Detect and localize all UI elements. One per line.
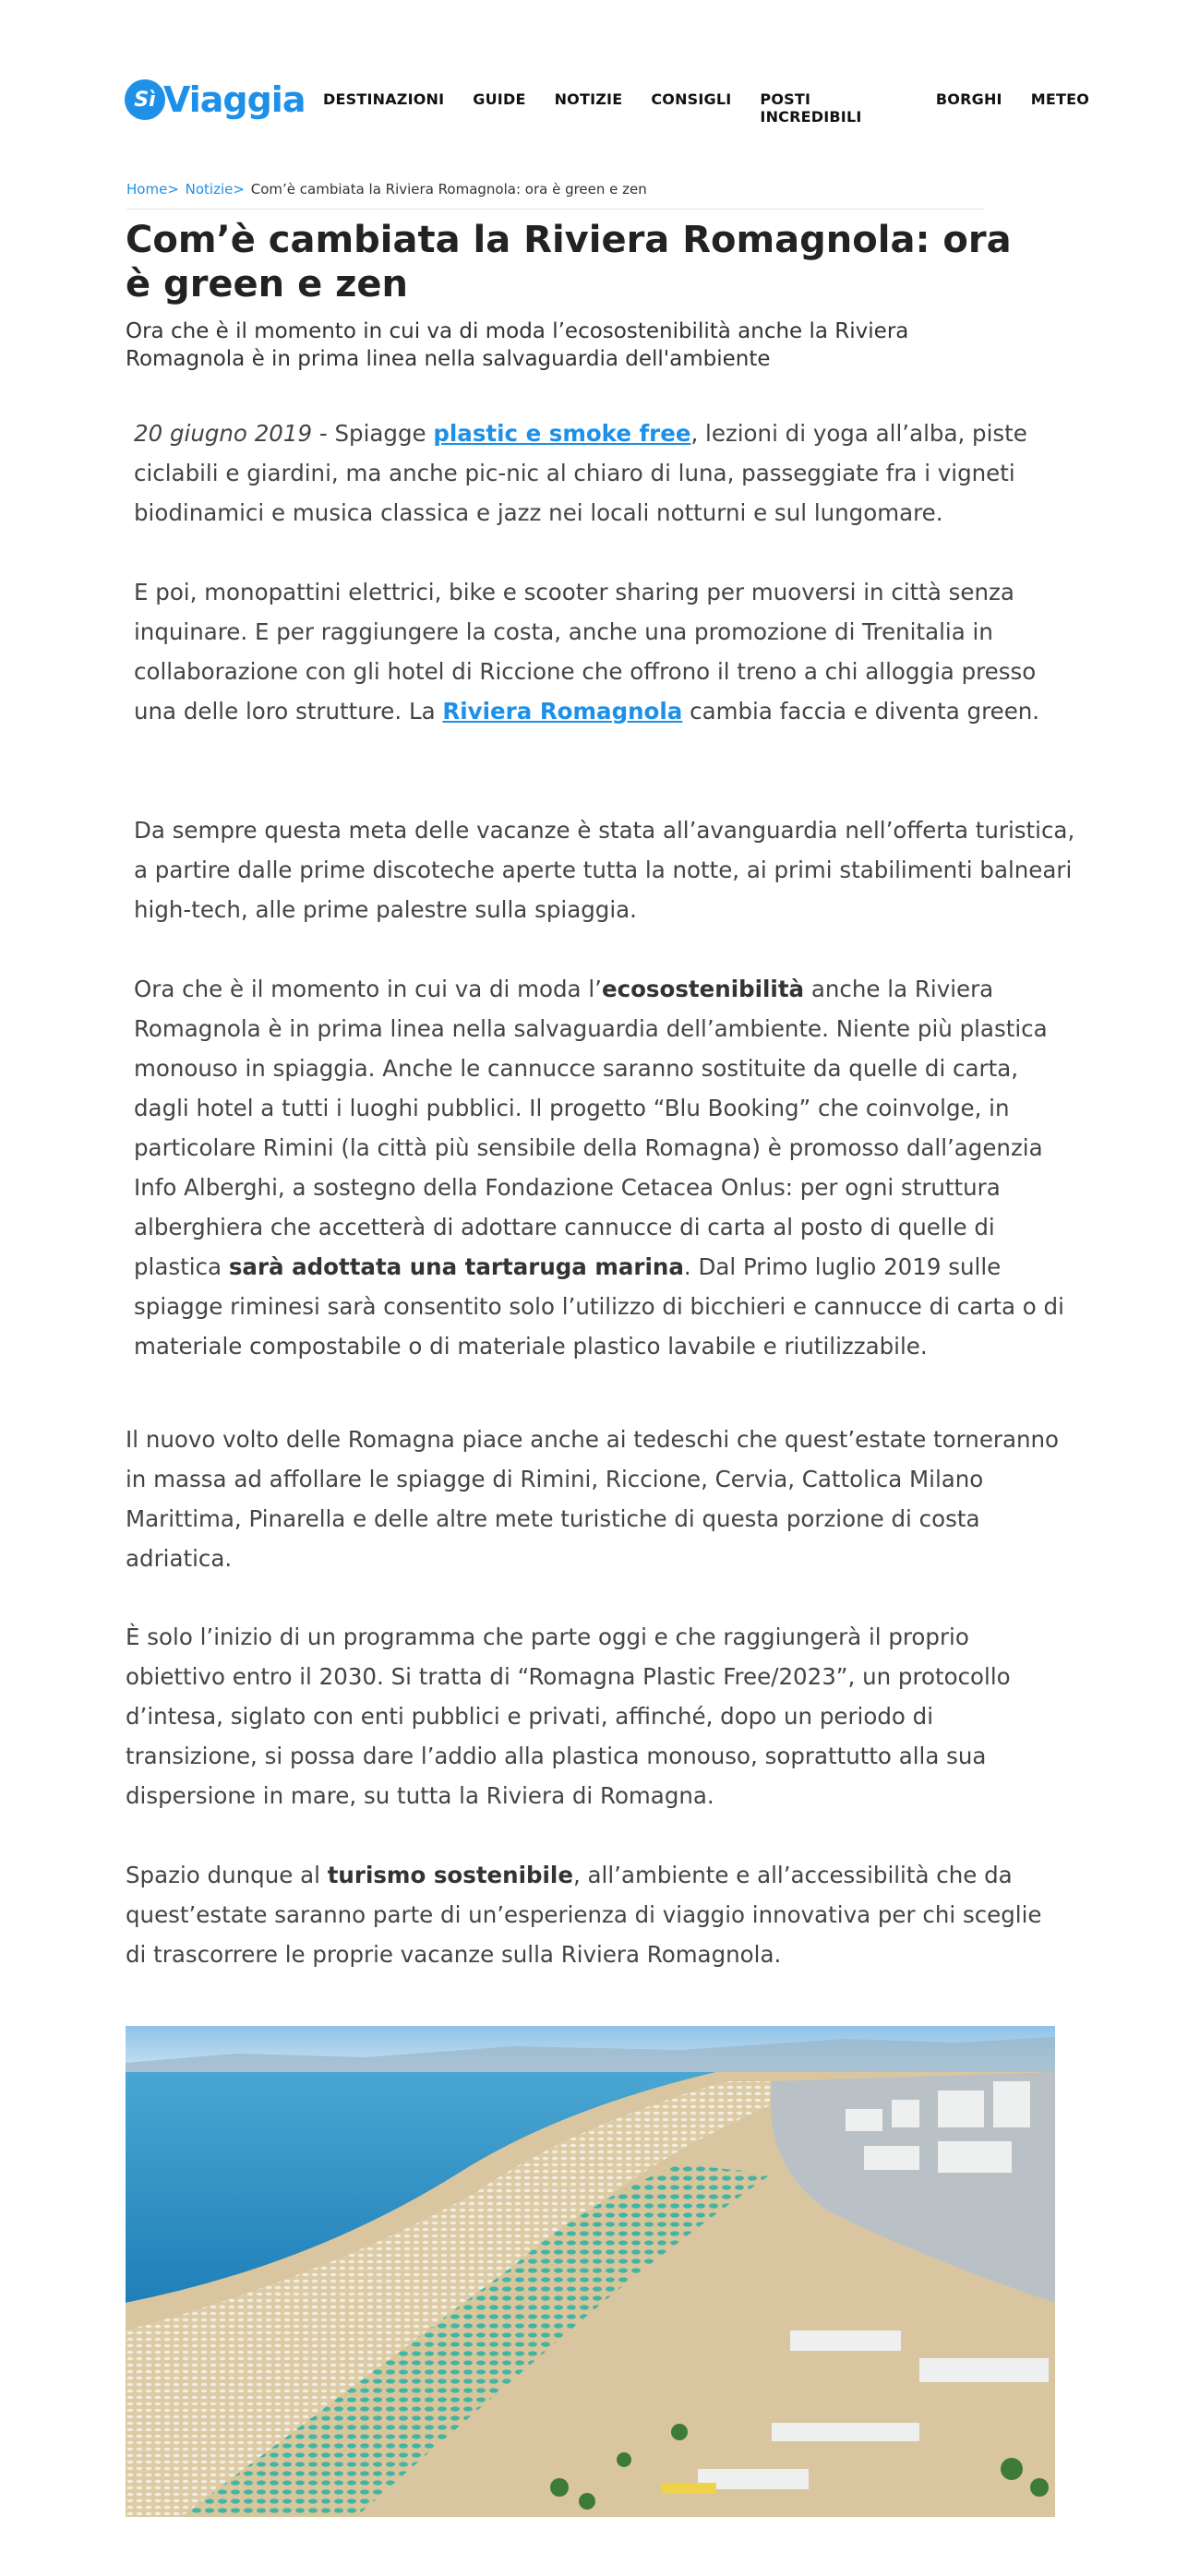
logo-text: Viaggia — [163, 79, 306, 120]
paragraph-text: . Dal Primo luglio 2019 sulle spiagge riminesi sarà consentito solo l’utilizzo di bicchieri e cannucce di carta o di materiale compostabile o di materiale plastico lavabile e riutilizzabile. — [134, 1253, 1064, 1360]
site-logo[interactable] — [125, 72, 305, 127]
paragraph-text: - Spiagge — [312, 420, 434, 447]
breadcrumb-separator: > — [233, 181, 245, 198]
breadcrumb-notizie[interactable]: Notizie — [185, 181, 234, 198]
main-nav — [323, 90, 1089, 126]
yellow-kiosk — [661, 2483, 716, 2494]
article-paragraph-4 — [134, 969, 1075, 1366]
link-plastic-smoke-free[interactable]: plastic e smoke free — [433, 420, 691, 447]
nav-consigli[interactable]: CONSIGLI — [651, 90, 732, 108]
breadcrumb-home[interactable]: Home — [126, 181, 168, 198]
paragraph-text: E poi, monopattini elettrici, bike e scooter sharing per muoversi in città senza inquinare. E per raggiungere la costa, anche una promozione di Trenitalia in collaborazione con gli hotel di Riccione che offrono il treno a chi alloggia presso una delle loro strutture. La — [134, 579, 1037, 725]
nav-notizie[interactable]: NOTIZIE — [554, 90, 623, 108]
bold-tartaruga: sarà adottata una tartaruga marina — [228, 1253, 684, 1280]
article-paragraph-3: Da sempre questa meta delle vacanze è stata all’avanguardia nell’offerta turistica, a partire dalle prime discoteche aperte tutta la notte, ai primi stabilimenti balneari high-tech, alle prime palestre sulla spiaggia. — [134, 817, 1075, 923]
article-date: 20 giugno 2019 — [134, 420, 313, 447]
breadcrumb-separator: > — [167, 181, 179, 198]
paragraph-text: , lezioni di yoga all’alba, piste ciclabili e giardini, ma anche pic-nic al chiaro di luna, passeggiate fra i vigneti biodinamici e musica classica e jazz nei locali notturni e sul lungomare. — [134, 420, 1027, 526]
nav-borghi[interactable]: BORGHI — [935, 90, 1002, 108]
nav-posti-incredibili[interactable]: POSTI INCREDIBILI — [760, 90, 862, 126]
nav-meteo[interactable]: METEO — [1030, 90, 1089, 108]
article-photo-beach — [126, 2026, 1055, 2517]
paragraph-text: Spazio dunque al — [126, 1862, 328, 1888]
article-subtitle: Ora che è il momento in cui va di moda l’ecosostenibilità anche la Riviera Romagnola è in prima linea nella salvaguardia dell'ambiente — [126, 319, 909, 371]
article-paragraph-7 — [126, 1855, 1067, 1974]
beach-illustration — [126, 2026, 1055, 2517]
breadcrumb-current: Com’è cambiata la Riviera Romagnola: ora è green e zen — [250, 181, 647, 198]
nav-guide[interactable]: GUIDE — [473, 90, 526, 108]
article-paragraph-6: È solo l’inizio di un programma che parte oggi e che raggiungerà il proprio obiettivo entro il 2030. Si tratta di “Romagna Plastic Free/2023”, un protocollo d’intesa, siglato con enti pubblici e privati, affinché, dopo un periodo di transizione, si possa dare l’addio alla plastica monouso, soprattutto alla sua dispersione in mare, su tutta la Riviera di Romagna. — [126, 1623, 1011, 1809]
site-header — [125, 65, 1089, 138]
article-paragraph-1 — [134, 413, 1075, 533]
paragraph-text: , all’ambiente e all’accessibilità che da quest’estate saranno parte di un’esperienza di viaggio innovativa per chi sceglie di trascorrere le proprie vacanze sulla Riviera Romagnola. — [126, 1862, 1042, 1968]
breadcrumb — [126, 181, 985, 210]
article-paragraph-2 — [134, 572, 1075, 731]
paragraph-text: Ora che è il momento in cui va di moda l’ — [134, 976, 602, 1002]
nav-destinazioni[interactable]: DESTINAZIONI — [323, 90, 445, 108]
logo-mark: Sì — [125, 79, 165, 120]
bold-turismo-sostenibile: turismo sostenibile — [327, 1862, 573, 1888]
article-paragraph-5: Il nuovo volto delle Romagna piace anche ai tedeschi che quest’estate torneranno in massa ad affollare le spiagge di Rimini, Riccione, Cervia, Cattolica Milano Marittima, Pinarella e delle altre mete turistiche di questa porzione di costa adriatica. — [126, 1426, 1060, 1572]
article-title: Com’è cambiata la Riviera Romagnola: ora è green e zen — [126, 219, 1012, 306]
paragraph-text: anche la Riviera Romagnola è in prima linea nella salvaguardia dell’ambiente. Niente più plastica monouso in spiaggia. Anche le cannucce saranno sostituite da quelle di carta, dagli hotel a tutti i luoghi pubblici. Il progetto “Blu Booking” che coinvolge, in particolare Rimini (la città più sensibile della Romagna) è promosso dall’agenzia Info Alberghi, a sostegno della Fondazione Cetacea Onlus: per ogni struttura alberghiera che accetterà di adottare cannucce di carta al posto di quelle di plastica — [134, 976, 1048, 1280]
bold-ecosostenibilita: ecosostenibilità — [601, 976, 805, 1002]
paragraph-text: cambia faccia e diventa green. — [682, 698, 1040, 725]
link-riviera-romagnola[interactable]: Riviera Romagnola — [442, 698, 683, 725]
